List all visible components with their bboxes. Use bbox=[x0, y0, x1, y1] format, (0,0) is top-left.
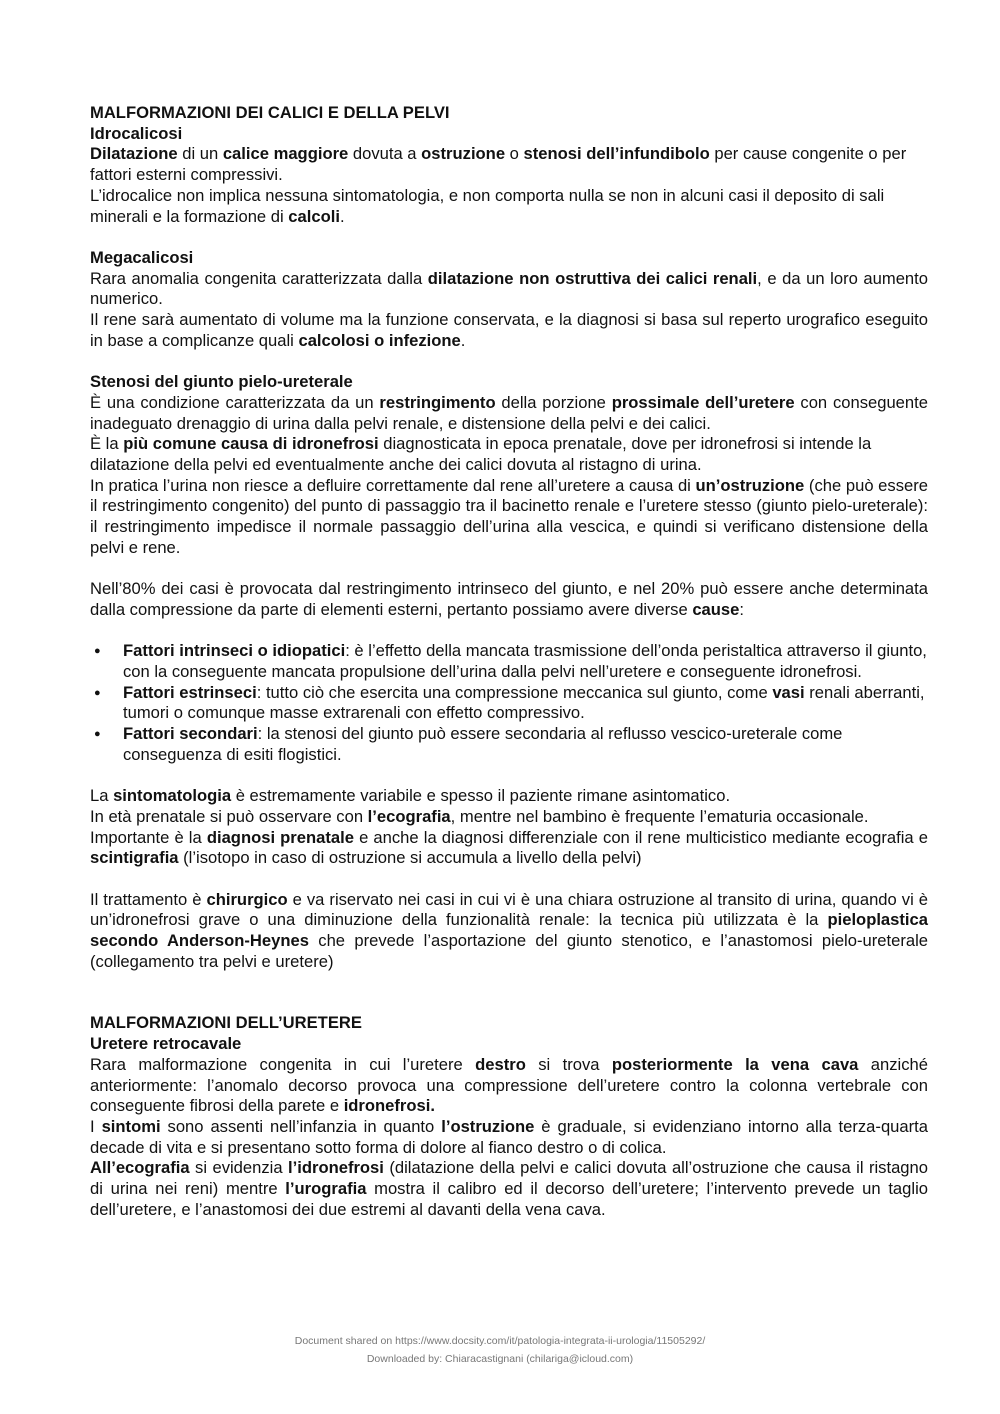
bold-text-segment: prossimale dell’uretere bbox=[611, 392, 795, 412]
text-segment: si evidenzia bbox=[189, 1158, 289, 1178]
bold-text-segment: All’ecografia bbox=[90, 1158, 190, 1178]
bold-text-segment: destro bbox=[475, 1054, 526, 1074]
paragraph bbox=[90, 144, 928, 185]
bold-text-segment: cause bbox=[692, 599, 740, 619]
bold-text-segment: idronefrosi. bbox=[343, 1096, 435, 1116]
bold-text-segment: Fattori estrinseci bbox=[123, 682, 257, 702]
text-segment: : la stenosi del giunto può essere secondaria al reflusso vescico-ureterale come conseguenza di esiti flogistici. bbox=[123, 724, 843, 764]
text-segment: , e da un loro aumento numerico. bbox=[90, 268, 928, 309]
bold-text-segment: scintigrafia bbox=[90, 848, 179, 868]
text-segment: renali aberranti, tumori o comunque masse extrarenali con effetto compressivo. bbox=[123, 682, 925, 723]
text-segment: : bbox=[739, 599, 744, 619]
text-segment: In pratica l’urina non riesce a defluire correttamente dal rene all’uretere a causa di bbox=[90, 475, 696, 495]
paragraph bbox=[90, 807, 928, 828]
paragraph bbox=[90, 476, 928, 559]
text-segment: della porzione bbox=[495, 392, 612, 412]
paragraph bbox=[90, 434, 928, 475]
paragraph bbox=[90, 1117, 928, 1158]
bullet-item bbox=[90, 724, 928, 765]
paragraph bbox=[90, 269, 928, 310]
document-body bbox=[90, 103, 928, 1220]
text-segment: diagnosticata in epoca prenatale, dove per idronefrosi si intende la dilatazione della pelvi ed eventualmente anche dei calici dovuta al ristagno di urina. bbox=[90, 434, 872, 474]
text-segment: Nell’80% dei casi è provocata dal restringimento intrinseco del giunto, e nel 20% può essere anche determinata dalla compressione da parte di elementi esterni, pertanto possiamo avere diverse bbox=[90, 579, 928, 619]
paragraph bbox=[90, 786, 928, 807]
bullet-dot-icon: ● bbox=[94, 645, 101, 658]
bold-text-segment: vasi bbox=[772, 682, 805, 702]
text-segment: È la bbox=[90, 434, 124, 454]
subsection-heading: Idrocalicosi bbox=[90, 123, 183, 143]
bold-text-segment: l’ostruzione bbox=[441, 1116, 535, 1136]
text-segment: . bbox=[460, 330, 466, 350]
subsection-heading: Stenosi del giunto pielo-ureterale bbox=[90, 372, 353, 392]
text-segment: è graduale, si evidenziano intorno alla terza-quarta decade di vita e si presentano sotto forma di dolore al fianco destro o di colica. bbox=[90, 1116, 928, 1157]
text-segment: Il rene sarà aumentato di volume ma la funzione conservata, e la diagnosi si basa sul reperto urografico eseguito in base a complicanze quali bbox=[90, 310, 928, 350]
text-segment: . bbox=[339, 206, 345, 226]
text-segment: In età prenatale si può osservare con bbox=[90, 806, 368, 826]
text-segment: La bbox=[90, 786, 114, 806]
bullet-list bbox=[90, 641, 928, 765]
bold-text-segment: stenosi dell’infundibolo bbox=[523, 144, 710, 164]
text-segment: (che può essere il restringimento congenito) del punto di passaggio tra il bacinetto renale e l’uretere stesso (giunto pielo-ureterale): il restringimento impedisce il normale passaggio dell’urina alla vescica, e quindi si verificano distensione della pelvi e rene. bbox=[90, 475, 928, 557]
footer-download-notice: Downloaded by: Chiaracastignani (chilariga@icloud.com) bbox=[366, 1353, 634, 1365]
text-segment: e anche la diagnosi differenziale con il rene multicistico mediante ecografia e bbox=[353, 827, 928, 847]
bold-text-segment: chirurgico bbox=[206, 889, 288, 909]
text-segment: (l’isotopo in caso di ostruzione si accumula a livello della pelvi) bbox=[178, 848, 642, 868]
text-segment: Il trattamento è bbox=[90, 889, 207, 909]
bold-text-segment: un’ostruzione bbox=[695, 475, 805, 495]
bullet-item bbox=[90, 641, 928, 682]
text-segment: , mentre nel bambino è frequente l’ematuria occasionale. bbox=[450, 806, 869, 826]
subsection-heading: Megacalicosi bbox=[90, 247, 194, 267]
spacer bbox=[90, 558, 928, 579]
bold-text-segment: l’ecografia bbox=[367, 806, 451, 826]
text-segment: anziché anteriormente: l’anomalo decorso provoca una compressione dell’uretere contro la colonna vertebrale con conseguente fibrosi della parete e bbox=[90, 1054, 929, 1116]
paragraph bbox=[90, 828, 928, 869]
bold-text-segment: calcolosi o infezione bbox=[298, 330, 461, 350]
text-segment: con conseguente inadeguato drenaggio di urina dalla pelvi renale, e distensione della pelvi e dei calici. bbox=[90, 392, 928, 433]
bullet-dot-icon: ● bbox=[94, 728, 101, 741]
bold-text-segment: sintomatologia bbox=[113, 786, 232, 806]
text-segment: e va riservato nei casi in cui vi è una chiara ostruzione al transito di urina, quando vi è un’idronefrosi grave o una diminuzione della funzionalità renale: la tecnica più utilizzata è la bbox=[90, 889, 928, 930]
text-segment: per cause congenite o per fattori esterni compressivi. bbox=[90, 144, 907, 185]
bold-text-segment: posteriormente la vena cava bbox=[611, 1054, 859, 1074]
section-heading: MALFORMAZIONI DELL’URETERE bbox=[90, 1013, 362, 1033]
spacer bbox=[90, 765, 928, 786]
text-segment: mostra il calibro ed il decorso dell’uretere; l’intervento prevede un taglio dell’uretere, e l’anastomosi dei due estremi al davanti della vena cava. bbox=[90, 1179, 928, 1219]
text-segment: di un bbox=[177, 144, 223, 164]
text-segment: Rara malformazione congenita in cui l’uretere bbox=[90, 1054, 476, 1074]
footer-share-notice: Document shared on https://www.docsity.com/it/patologia-integrata-ii-urologia/11505292/ bbox=[294, 1335, 706, 1347]
bullet-dot-icon: ● bbox=[94, 686, 101, 699]
spacer bbox=[90, 351, 928, 372]
bold-text-segment: calcoli bbox=[288, 206, 340, 226]
text-segment: È una condizione caratterizzata da un bbox=[90, 392, 380, 412]
bold-text-segment: ostruzione bbox=[421, 144, 506, 164]
text-segment: (dilatazione della pelvi e calici dovuta all’ostruzione che causa il ristagno di urina nei reni) mentre bbox=[90, 1158, 928, 1199]
spacer bbox=[90, 869, 928, 890]
text-segment: che prevede l’asportazione del giunto stenotico, e l’anastomosi pielo-ureterale (collegamento tra pelvi e uretere) bbox=[90, 931, 928, 971]
text-segment: si trova bbox=[525, 1054, 612, 1074]
bold-text-segment: l’idronefrosi bbox=[288, 1158, 384, 1178]
bold-text-segment: Dilatazione bbox=[90, 144, 178, 164]
bold-text-segment: diagnosi prenatale bbox=[206, 827, 354, 847]
paragraph bbox=[90, 1158, 928, 1220]
paragraph bbox=[90, 890, 928, 973]
text-segment: sono assenti nell’infanzia in quanto bbox=[160, 1116, 442, 1136]
bold-text-segment: l’urografia bbox=[285, 1179, 367, 1199]
text-segment: o bbox=[505, 144, 524, 164]
paragraph bbox=[90, 186, 928, 227]
paragraph bbox=[90, 393, 928, 434]
section-heading: MALFORMAZIONI DEI CALICI E DELLA PELVI bbox=[90, 103, 450, 122]
bullet-item bbox=[90, 683, 928, 724]
text-segment: è estremamente variabile e spesso il paziente rimane asintomatico. bbox=[231, 786, 731, 806]
text-segment: : tutto ciò che esercita una compressione meccanica sul giunto, come bbox=[256, 682, 773, 702]
spacer bbox=[90, 972, 928, 1013]
bold-text-segment: dilatazione non ostruttiva dei calici renali bbox=[427, 268, 758, 288]
paragraph bbox=[90, 1055, 928, 1117]
bold-text-segment: calice maggiore bbox=[222, 144, 349, 164]
text-segment: : è l’effetto della mancata trasmissione dell’onda peristaltica attraverso il giunto, con la conseguente mancata propulsione dell’urina dalla pelvi nell’uretere e conseguente idronefrosi. bbox=[123, 641, 927, 681]
bold-text-segment: sintomi bbox=[101, 1116, 161, 1136]
subsection-heading: Uretere retrocavale bbox=[90, 1034, 242, 1054]
paragraph bbox=[90, 310, 928, 351]
text-segment: Rara anomalia congenita caratterizzata dalla bbox=[90, 268, 428, 288]
bold-text-segment: pieloplastica secondo Anderson-Heynes bbox=[90, 910, 928, 951]
bold-text-segment: Fattori secondari bbox=[123, 724, 258, 744]
text-segment: L’idrocalice non implica nessuna sintomatologia, e non comporta nulla se non in alcuni casi il deposito di sali minerali e la formazione di bbox=[90, 185, 885, 226]
spacer bbox=[90, 227, 928, 248]
spacer bbox=[90, 621, 928, 642]
paragraph bbox=[90, 579, 928, 620]
text-segment: dovuta a bbox=[348, 144, 422, 164]
bold-text-segment: restringimento bbox=[379, 392, 496, 412]
text-segment: Importante è la bbox=[90, 827, 207, 847]
bold-text-segment: più comune causa di idronefrosi bbox=[123, 434, 379, 454]
bold-text-segment: Fattori intrinseci o idiopatici bbox=[123, 641, 346, 661]
text-segment: I bbox=[90, 1116, 102, 1136]
